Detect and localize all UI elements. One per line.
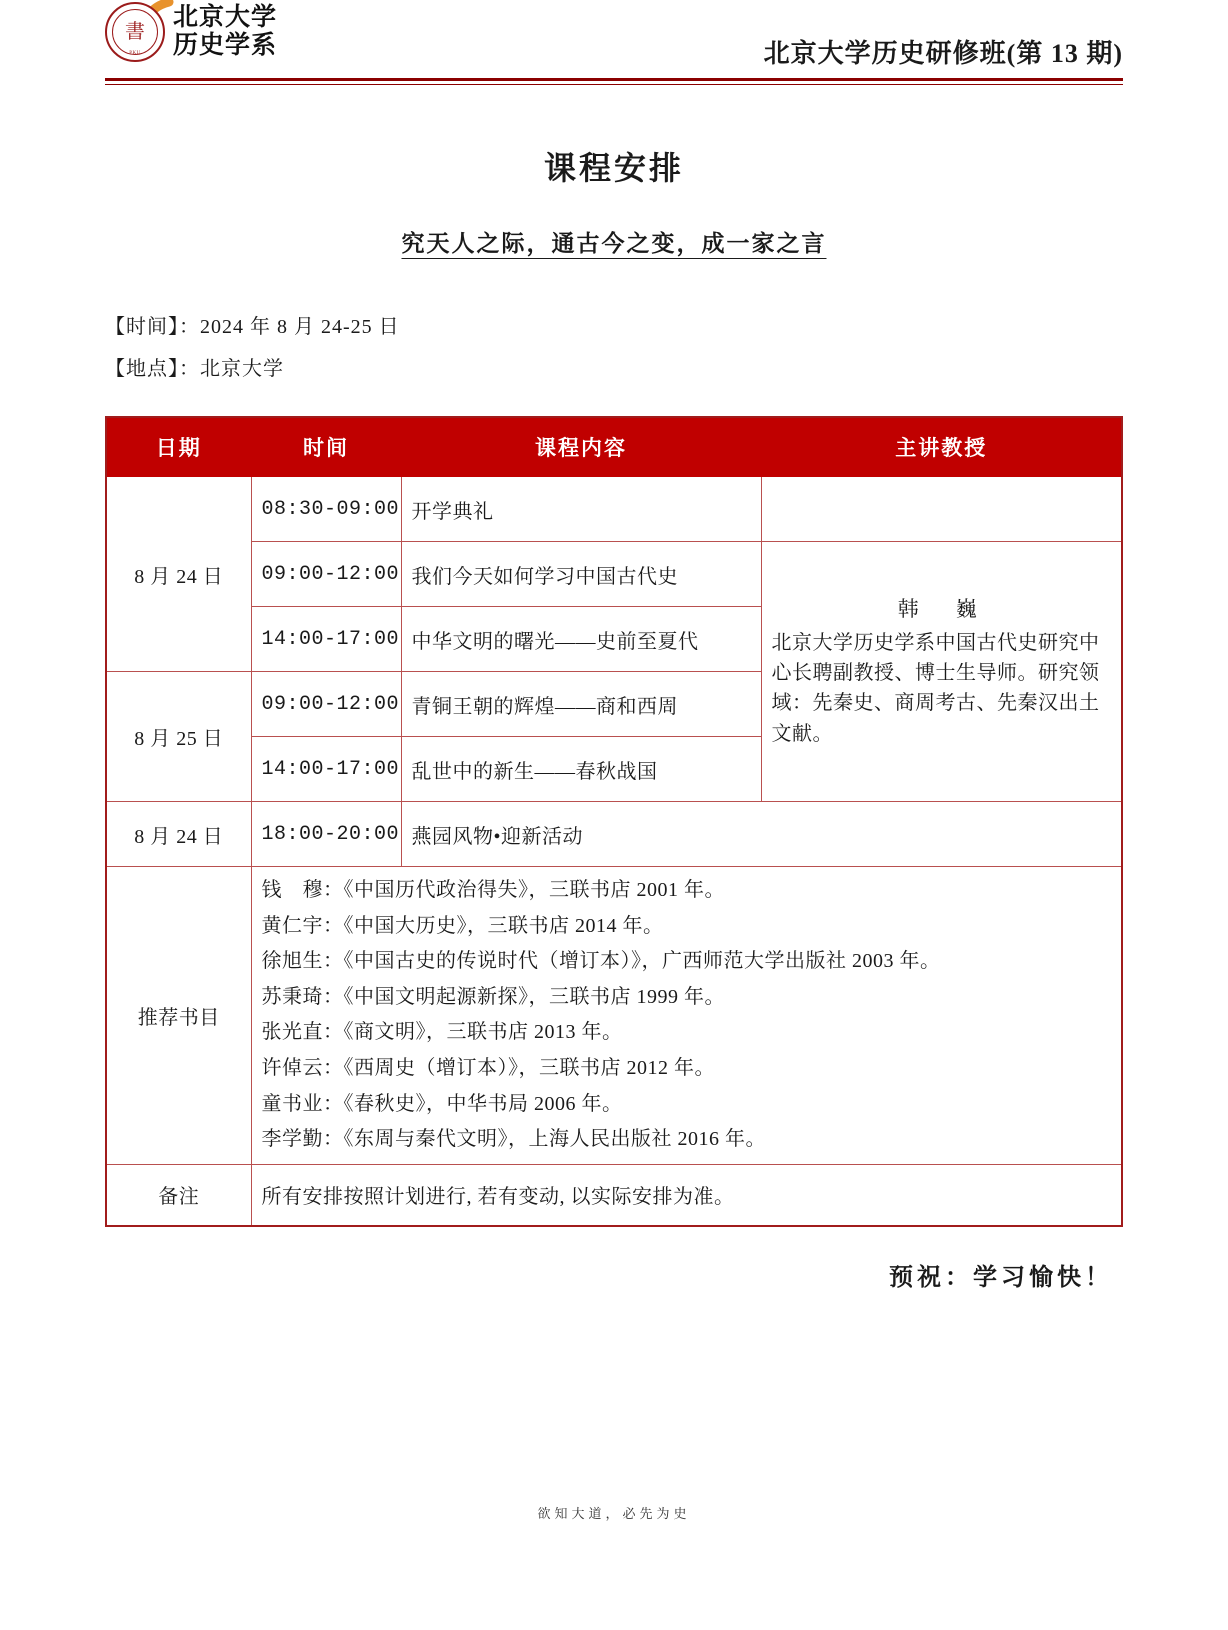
column-header-date: 日期 [106, 417, 251, 477]
table-row [106, 477, 1122, 542]
cell-time: 08:30-09:00 [251, 477, 401, 542]
meta-time-value: 2024 年 8 月 24-25 日 [200, 316, 400, 338]
meta-block [105, 306, 1123, 390]
cell-content: 中华文明的曙光——史前至夏代 [401, 607, 761, 672]
table-header-row [106, 417, 1122, 477]
table-row [106, 542, 1122, 607]
meta-time-label: 【时间】： [105, 316, 200, 338]
cell-content: 青铜王朝的辉煌——商和西周 [401, 672, 761, 737]
books-label: 推荐书目 [106, 867, 251, 1165]
seal-subtext: PKU [129, 51, 141, 56]
page-body [0, 143, 1228, 1292]
books-list [251, 867, 1122, 1165]
book-item: 张光直：《商文明》，三联书店 2013 年。 [261, 1021, 623, 1044]
table-row [106, 802, 1122, 867]
book-item: 徐旭生：《中国古史的传说时代（增订本）》，广西师范大学出版社 2003 年。 [261, 950, 941, 973]
logo-line-2: 历史学系 [173, 32, 278, 59]
cell-time: 09:00-12:00 [251, 672, 401, 737]
meta-place-value: 北京大学 [200, 358, 284, 380]
logo-text [173, 4, 277, 60]
column-header-professor: 主讲教授 [761, 417, 1122, 477]
logo-line-1: 北京大学 [173, 4, 278, 31]
table-row-books [106, 867, 1122, 1165]
cell-date-evening: 8 月 24 日 [106, 802, 251, 867]
column-header-content: 课程内容 [401, 417, 761, 477]
book-item: 童书业：《春秋史》，中华书局 2006 年。 [261, 1092, 623, 1115]
cell-time: 18:00-20:00 [251, 802, 401, 867]
cell-content: 乱世中的新生——春秋战国 [401, 737, 761, 802]
cell-content: 我们今天如何学习中国古代史 [401, 542, 761, 607]
pku-seal-icon [105, 2, 165, 62]
professor-bio: 北京大学历史学系中国古代史研究中心长聘副教授、博士生导师。研究领域：先秦史、商周考古、先秦汉出土文献。 [771, 631, 1100, 745]
note-value: 所有安排按照计划进行, 若有变动, 以实际安排为准。 [251, 1164, 1122, 1226]
book-item: 苏秉琦：《中国文明起源新探》，三联书店 1999 年。 [261, 985, 725, 1008]
table-row-note [106, 1164, 1122, 1226]
cell-date-aug24: 8 月 24 日 [106, 477, 251, 672]
page-title: 课程安排 [543, 150, 684, 186]
cell-professor [761, 542, 1122, 802]
cell-time: 14:00-17:00 [251, 737, 401, 802]
seal-character: 書 [112, 9, 158, 55]
page-footer: 欲知大道，必先为史 [537, 1506, 691, 1521]
closing-greeting: 预祝：学习愉快！ [889, 1264, 1113, 1291]
cell-time: 09:00-12:00 [251, 542, 401, 607]
meta-place-label: 【地点】： [105, 358, 200, 380]
pku-history-logo [105, 2, 277, 62]
page-header [105, 0, 1123, 81]
meta-place-row [105, 348, 1123, 390]
cell-date-aug25: 8 月 25 日 [106, 672, 251, 802]
book-item: 黄仁宇：《中国大历史》，三联书店 2014 年。 [261, 914, 664, 937]
meta-time-row [105, 306, 1123, 348]
book-item: 钱 穆：《中国历代政治得失》，三联书店 2001 年。 [261, 879, 725, 901]
note-label: 备注 [106, 1164, 251, 1226]
page-subtitle: 究天人之际，通古今之变，成一家之言 [401, 231, 827, 256]
book-item: 许倬云：《西周史（增订本）》，三联书店 2012 年。 [261, 1056, 715, 1079]
column-header-time: 时间 [251, 417, 401, 477]
schedule-table [105, 416, 1123, 1227]
cell-content: 开学典礼 [401, 477, 761, 542]
cell-time: 14:00-17:00 [251, 607, 401, 672]
professor-name: 韩 巍 [897, 596, 985, 621]
book-item: 李学勤：《东周与秦代文明》，上海人民出版社 2016 年。 [261, 1128, 766, 1151]
header-title: 北京大学历史研修班(第 13 期) [763, 39, 1123, 68]
cell-content: 燕园风物•迎新活动 [401, 802, 1122, 867]
header-divider [105, 84, 1123, 85]
cell-empty-professor [761, 477, 1122, 542]
